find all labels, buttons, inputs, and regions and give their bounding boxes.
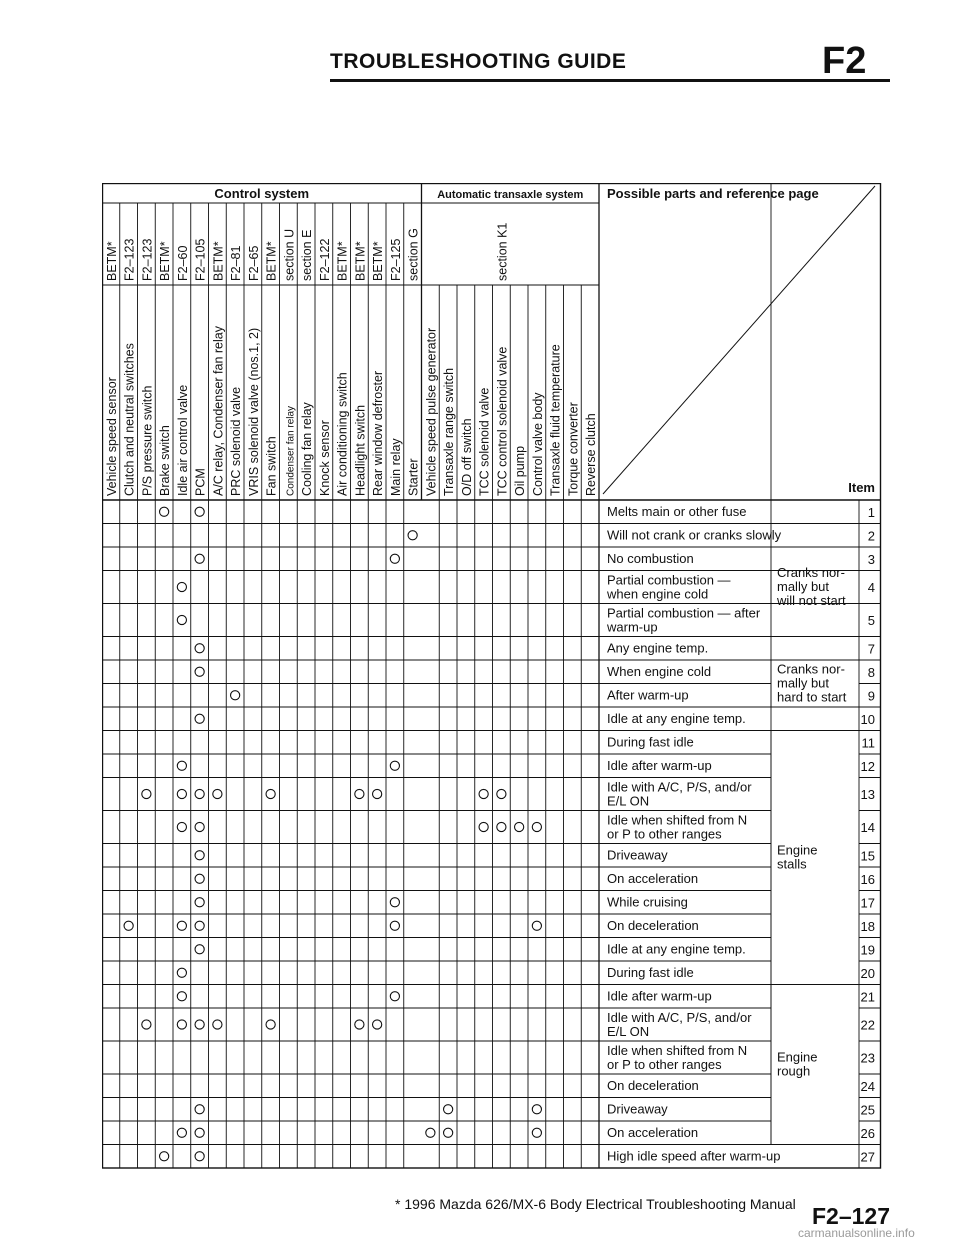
column-name: Vehicle speed sensor [104, 377, 119, 496]
item-number: 24 [860, 1078, 875, 1094]
item-number: 5 [867, 613, 875, 628]
symptom-description: On acceleration [607, 1125, 699, 1140]
check-mark [177, 761, 186, 770]
symptom-description: Idle after warm-up [607, 988, 712, 1004]
check-mark [195, 1152, 204, 1161]
item-number: 11 [861, 735, 875, 751]
atx-shared-ref: section K1 [495, 222, 510, 281]
check-mark [532, 1128, 541, 1137]
check-mark [479, 789, 488, 798]
check-mark [355, 789, 364, 798]
symptom-description: Melts main or other fuse [607, 504, 747, 519]
symptom-group-label: mally but [777, 579, 830, 594]
check-mark [373, 1020, 382, 1029]
column-name: Torque converter [566, 402, 581, 496]
column-ref: BETM* [335, 241, 350, 281]
atx-system-header: Automatic transaxle system [437, 189, 584, 201]
check-mark [408, 531, 417, 540]
check-mark [373, 789, 382, 798]
symptom-description: Idle when shifted from N [607, 812, 748, 828]
symptom-group-label: Cranks nor- [777, 661, 845, 677]
column-ref: section G [406, 228, 421, 281]
item-number: 8 [867, 664, 875, 680]
symptom-description: Driveaway [607, 1101, 668, 1117]
check-mark [195, 921, 204, 930]
item-number: 27 [860, 1149, 875, 1165]
item-number: 25 [860, 1102, 875, 1118]
check-mark [177, 968, 186, 977]
symptom-description: Partial combustion — [607, 572, 731, 588]
section-code: F2 [822, 40, 867, 82]
symptom-description: when engine cold [607, 586, 709, 602]
symptom-description: warm-up [607, 619, 658, 635]
check-mark [532, 921, 541, 930]
check-mark [195, 1020, 204, 1029]
column-ref: BETM* [104, 241, 119, 281]
check-mark [426, 1128, 435, 1137]
column-name: Vehicle speed pulse generator [424, 327, 439, 496]
column-name: Brake switch [158, 425, 173, 496]
check-mark [497, 822, 506, 831]
check-mark [532, 822, 541, 831]
column-ref: F2–65 [246, 245, 261, 281]
symptom-group-label: mally but [777, 675, 830, 691]
column-name: O/D off switch [459, 418, 474, 496]
footnote: * 1996 Mazda 626/MX-6 Body Electrical Troubleshooting Manual [395, 1196, 796, 1212]
symptom-description: Driveaway [607, 847, 668, 863]
column-name: Condenser fan relay [285, 405, 297, 496]
check-mark [195, 1105, 204, 1114]
symptom-description: During fast idle [607, 965, 694, 980]
item-number: 13 [860, 787, 875, 802]
column-ref: section U [282, 228, 297, 281]
column-ref: BETM* [353, 241, 368, 281]
column-name: Transaxle range switch [442, 367, 457, 496]
column-ref: BETM* [158, 241, 173, 281]
column-name: Reverse clutch [584, 413, 599, 496]
check-mark [195, 714, 204, 723]
check-mark [142, 1020, 151, 1029]
column-name: PRC solenoid valve [229, 386, 244, 496]
symptom-description: During fast idle [607, 734, 694, 750]
symptom-description: On deceleration [607, 1078, 699, 1093]
column-name: Starter [406, 458, 421, 496]
item-number: 23 [860, 1050, 875, 1066]
column-name: Oil pump [513, 445, 528, 496]
check-mark [142, 789, 151, 798]
symptom-group-label [777, 183, 817, 186]
symptom-description: High idle speed after warm-up [607, 1148, 781, 1164]
column-name: VRIS solenoid valve (nos.1, 2) [246, 327, 261, 496]
column-ref: F2–81 [229, 245, 244, 281]
column-name: Transaxle fluid temperature [548, 344, 563, 496]
check-mark [195, 667, 204, 676]
item-number: 14 [860, 820, 875, 835]
item-number: 16 [860, 871, 875, 887]
column-ref: section E [300, 229, 315, 281]
check-mark [390, 554, 399, 563]
column-name: Clutch and neutral switches [122, 343, 137, 496]
item-number: 22 [860, 1017, 875, 1033]
column-ref: F2–60 [175, 245, 190, 281]
symptom-description: Any engine temp. [607, 640, 709, 656]
check-mark [195, 874, 204, 883]
check-mark [213, 789, 222, 798]
check-mark [177, 992, 186, 1001]
check-mark [195, 822, 204, 831]
item-number: 21 [860, 989, 875, 1005]
check-mark [231, 691, 240, 700]
symptom-description: After warm-up [607, 687, 689, 703]
page-title: TROUBLESHOOTING GUIDE [330, 50, 627, 73]
item-number: 7 [867, 641, 875, 657]
column-name: Knock sensor [317, 420, 332, 496]
check-mark [266, 1020, 275, 1029]
check-mark [177, 789, 186, 798]
column-name: Air conditioning switch [335, 372, 350, 496]
check-mark [479, 822, 488, 831]
column-name: A/C relay, Condenser fan relay [211, 326, 226, 496]
check-mark [213, 1020, 222, 1029]
troubleshooting-grid [102, 183, 882, 1193]
check-mark [195, 851, 204, 860]
check-mark [390, 898, 399, 907]
check-mark [390, 761, 399, 770]
symptom-description: or P to other ranges [607, 1057, 722, 1072]
item-number: 4 [867, 580, 875, 595]
item-number: 12 [860, 758, 875, 774]
check-mark [160, 507, 169, 516]
check-mark [266, 789, 275, 798]
control-system-header: Control system [214, 186, 310, 201]
item-number: 15 [860, 848, 875, 864]
item-header: Item [848, 480, 875, 495]
column-name: Fan switch [264, 436, 279, 496]
column-ref: BETM* [211, 241, 226, 281]
column-name: Idle air control valve [175, 384, 190, 496]
check-mark [497, 789, 506, 798]
column-ref: F2–125 [388, 238, 403, 281]
item-number: 9 [867, 688, 875, 704]
symptom-description: Partial combustion — after [607, 605, 761, 621]
symptom-group-label: will not start [777, 593, 846, 608]
watermark: carmanualsonline.info [798, 1226, 915, 1240]
column-ref: F2–105 [193, 238, 208, 281]
item-number: 2 [867, 528, 875, 544]
check-mark [515, 822, 524, 831]
column-ref: BETM* [264, 241, 279, 281]
symptom-description: or P to other ranges [607, 826, 722, 842]
check-mark [195, 644, 204, 653]
title-rule [330, 79, 890, 82]
check-mark [390, 992, 399, 1001]
item-number: 3 [867, 551, 875, 567]
check-mark [195, 945, 204, 954]
symptom-description: E/L ON [607, 793, 650, 809]
check-mark [195, 789, 204, 798]
symptom-description: Idle with A/C, P/S, and/or [607, 1010, 752, 1025]
check-mark [390, 921, 399, 930]
column-name: Cooling fan relay [300, 402, 315, 496]
check-mark [177, 582, 186, 591]
column-name: TCC control solenoid valve [495, 346, 510, 496]
item-number: 18 [860, 918, 875, 934]
item-number: 19 [860, 942, 875, 958]
symptom-group-label: Engine [777, 1049, 818, 1065]
symptom-description: Will not crank or cranks slowly [607, 527, 782, 543]
troubleshooting-table [102, 183, 882, 1198]
column-name: P/S pressure switch [140, 385, 155, 496]
item-number: 26 [860, 1125, 875, 1141]
symptom-group-label: stalls [777, 856, 807, 872]
check-mark [195, 507, 204, 516]
column-name: PCM [193, 468, 208, 496]
symptom-group-label: hard to start [777, 689, 847, 705]
column-name: Rear window defroster [371, 370, 386, 496]
column-ref: F2–123 [122, 238, 137, 281]
symptom-description: Idle after warm-up [607, 758, 712, 773]
check-mark [160, 1152, 169, 1161]
check-mark [177, 1020, 186, 1029]
parts-header: Possible parts and reference page [607, 186, 819, 201]
symptom-group-label: Cranks nor- [777, 565, 845, 580]
symptom-description: No combustion [607, 551, 694, 566]
symptom-group-label: rough [777, 1063, 811, 1079]
check-mark [177, 921, 186, 930]
symptom-group-label: Engine [777, 842, 818, 858]
symptom-description: While cruising [607, 894, 688, 910]
item-number: 1 [867, 504, 875, 520]
symptom-description: Idle when shifted from N [607, 1043, 748, 1058]
column-name: Main relay [388, 438, 403, 496]
symptom-description: Idle at any engine temp. [607, 941, 746, 957]
column-ref: F2–123 [140, 238, 155, 281]
column-name: Control valve body [530, 392, 545, 496]
page-number: F2–127 [812, 1203, 891, 1229]
check-mark [195, 898, 204, 907]
check-mark [124, 921, 133, 930]
check-mark [177, 1128, 186, 1137]
item-number: 20 [860, 965, 875, 981]
check-mark [177, 615, 186, 624]
check-mark [195, 1128, 204, 1137]
header-diagonal [603, 186, 875, 494]
symptom-description: E/L ON [607, 1024, 650, 1039]
check-mark [444, 1105, 453, 1114]
column-ref: F2–122 [317, 238, 332, 281]
symptom-description: When engine cold [607, 664, 712, 679]
column-name: Headlight switch [353, 404, 368, 496]
column-name: TCC solenoid valve [477, 387, 492, 496]
check-mark [177, 822, 186, 831]
item-number: 10 [860, 711, 875, 727]
check-mark [355, 1020, 364, 1029]
symptom-description: On acceleration [607, 871, 699, 886]
item-number: 17 [860, 895, 875, 911]
check-mark [444, 1128, 453, 1137]
check-mark [532, 1105, 541, 1114]
column-ref: BETM* [371, 241, 386, 281]
check-mark [195, 554, 204, 563]
symptom-description: Idle with A/C, P/S, and/or [607, 779, 752, 795]
symptom-description: On deceleration [607, 918, 699, 933]
symptom-description: Idle at any engine temp. [607, 711, 746, 726]
